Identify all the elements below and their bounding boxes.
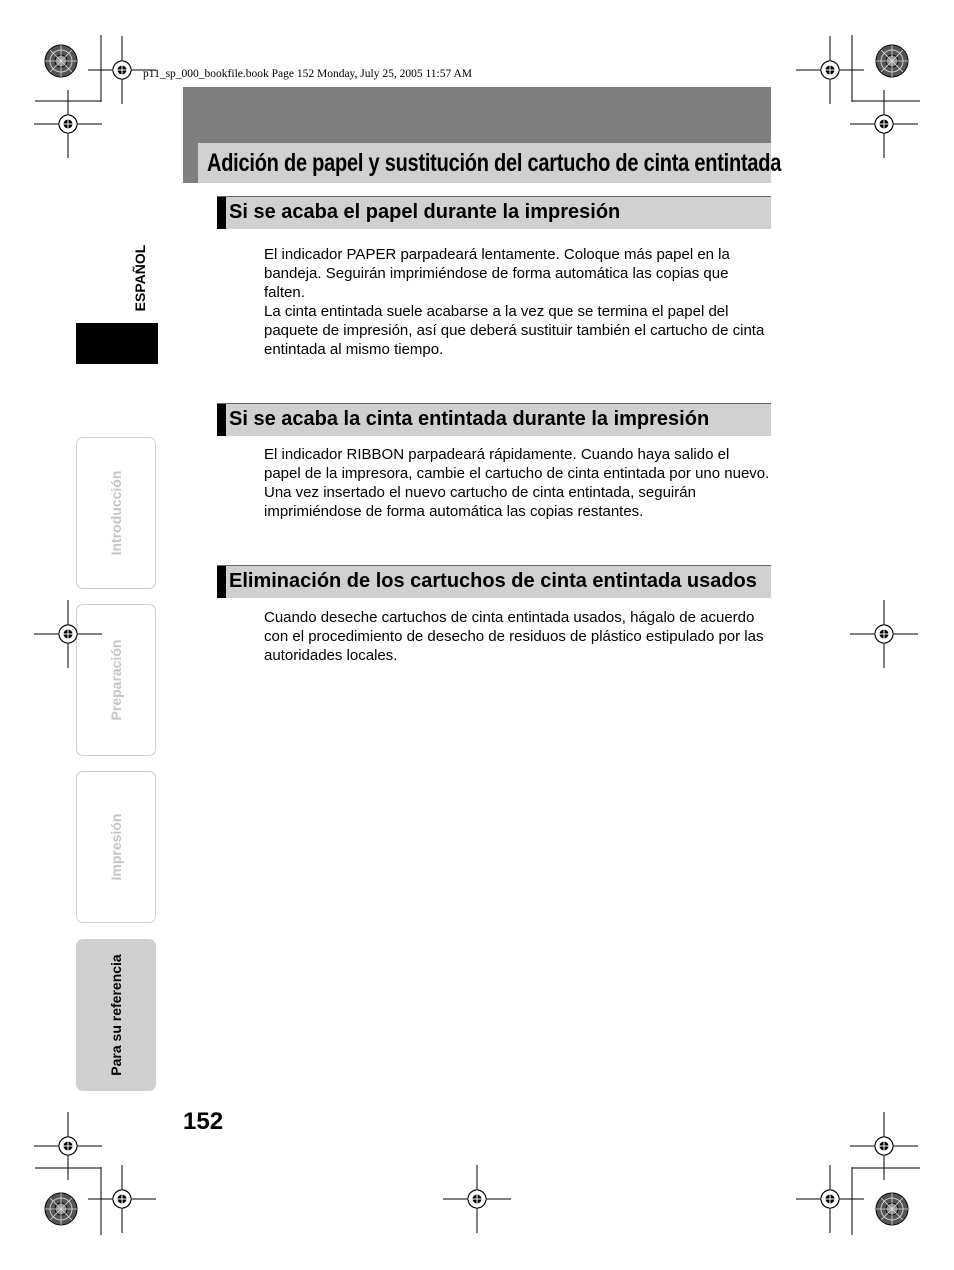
- page-number: 152: [183, 1108, 224, 1135]
- paragraph: El indicador RIBBON parpadeará rápidamente. Cuando haya salido el papel de la impresora, cambie el cartucho de cinta entintada por uno nuevo. Una vez insertado el nuevo cartucho de cinta entintada, seguirán imprimiéndose de forma automática las copias restantes.: [264, 446, 770, 520]
- crosshair-icon: [34, 90, 102, 158]
- crosshair-icon: [850, 1112, 918, 1180]
- registration-star-icon: [45, 45, 77, 77]
- language-label: ESPAÑOL: [132, 244, 148, 312]
- crosshair-icon: [850, 600, 918, 668]
- registration-star-icon: [876, 1193, 908, 1225]
- crosshair-icon: [796, 1165, 864, 1233]
- tab-label: Preparación: [108, 639, 124, 721]
- crosshair-icon: [88, 1165, 156, 1233]
- tab-label: Introducción: [108, 470, 124, 556]
- section-heading-text: Si se acaba el papel durante la impresión: [229, 201, 621, 223]
- crosshair-icon: [850, 90, 918, 158]
- tab-label: Impresión: [108, 813, 124, 881]
- crosshair-icon: [34, 600, 102, 668]
- print-header: p11_sp_000_bookfile.book Page 152 Monday, July 25, 2005 11:57 AM: [143, 68, 473, 80]
- page-title: Adición de papel y sustitución del cartucho de cinta entintada: [207, 149, 782, 177]
- registration-star-icon: [45, 1193, 77, 1225]
- section-heading-text: Eliminación de los cartuchos de cinta entintada usados: [229, 570, 757, 592]
- paragraph: Cuando deseche cartuchos de cinta entintada usados, hágalo de acuerdo con el procedimiento de desecho de residuos de plástico estipulado por las autoridades locales.: [264, 609, 764, 664]
- section-heading-text: Si se acaba la cinta entintada durante la impresión: [229, 408, 710, 430]
- crosshair-icon: [88, 36, 156, 104]
- crosshair-icon: [34, 1112, 102, 1180]
- paragraph: El indicador PAPER parpadeará lentamente. Coloque más papel en la bandeja. Seguirán imprimiéndose de forma automática las copias que falten.: [264, 246, 730, 301]
- tab-label: Para su referencia: [108, 954, 124, 1076]
- registration-star-icon: [876, 45, 908, 77]
- paragraph: La cinta entintada suele acabarse a la vez que se termina el papel del paquete de impresión, así que deberá sustituir también el cartucho de cinta entintada al mismo tiempo.: [264, 302, 765, 358]
- crosshair-icon: [796, 36, 864, 104]
- crosshair-icon: [443, 1165, 511, 1233]
